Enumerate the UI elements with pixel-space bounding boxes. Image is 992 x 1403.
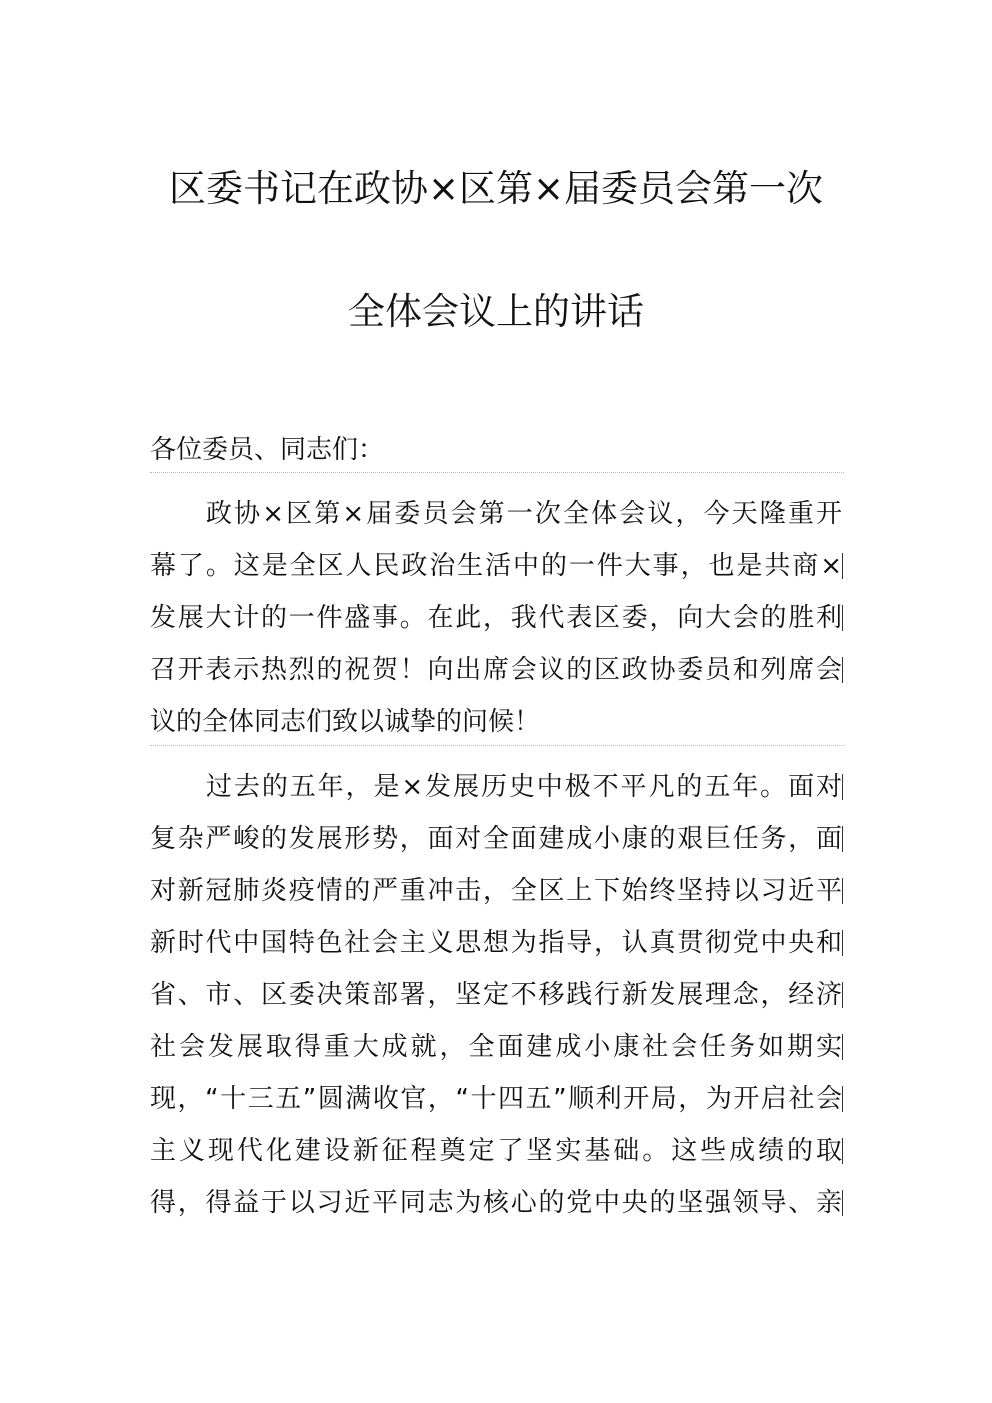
margin-mark	[842, 1138, 843, 1164]
margin-mark	[842, 930, 843, 956]
margin-mark	[842, 982, 843, 1008]
paragraph-top-rule	[150, 472, 844, 473]
paragraph-line: 得，得益于以习近平同志为核心的党中央的坚强领导、亲	[150, 1188, 842, 1218]
paragraph-line: 主义现代化建设新征程奠定了坚实基础。这些成绩的取	[150, 1136, 842, 1166]
margin-mark	[842, 553, 843, 579]
margin-mark	[842, 1034, 843, 1060]
paragraph-divider-rule	[150, 745, 844, 746]
paragraph-line: 新时代中国特色社会主义思想为指导，认真贯彻党中央和	[150, 928, 842, 958]
paragraph-line: 议的全体同志们致以诚挚的问候！	[150, 707, 541, 737]
margin-mark	[842, 878, 843, 904]
paragraph-line: 社会发展取得重大成就，全面建成小康社会任务如期实	[150, 1032, 842, 1062]
margin-mark	[842, 1190, 843, 1216]
margin-mark	[842, 826, 843, 852]
paragraph-line: 对新冠肺炎疫情的严重冲击，全区上下始终坚持以习近平	[150, 876, 842, 906]
title-line-1: 区委书记在政协×区第×届委员会第一次	[168, 167, 823, 210]
salutation: 各位委员、同志们：	[150, 435, 385, 465]
margin-mark	[842, 774, 843, 800]
paragraph-line: 政协×区第×届委员会第一次全体会议，今天隆重开	[206, 499, 842, 529]
paragraph-line: 省、市、区委决策部署，坚定不移践行新发展理念，经济	[150, 980, 842, 1010]
margin-mark	[842, 1086, 843, 1112]
title-line-2: 全体会议上的讲话	[348, 290, 644, 333]
margin-mark	[842, 657, 843, 683]
paragraph-line: 召开表示热烈的祝贺！向出席会议的区政协委员和列席会	[150, 655, 842, 685]
margin-mark	[842, 605, 843, 631]
paragraph-line: 现，“十三五”圆满收官，“十四五”顺利开局，为开启社会	[150, 1084, 842, 1114]
paragraph-line: 幕了。这是全区人民政治生活中的一件大事，也是共商×	[150, 551, 842, 581]
paragraph-line: 发展大计的一件盛事。在此，我代表区委，向大会的胜利	[150, 603, 842, 633]
paragraph-line: 复杂严峻的发展形势，面对全面建成小康的艰巨任务，面	[150, 824, 842, 854]
paragraph-line: 过去的五年，是×发展历史中极不平凡的五年。面对	[206, 772, 842, 802]
